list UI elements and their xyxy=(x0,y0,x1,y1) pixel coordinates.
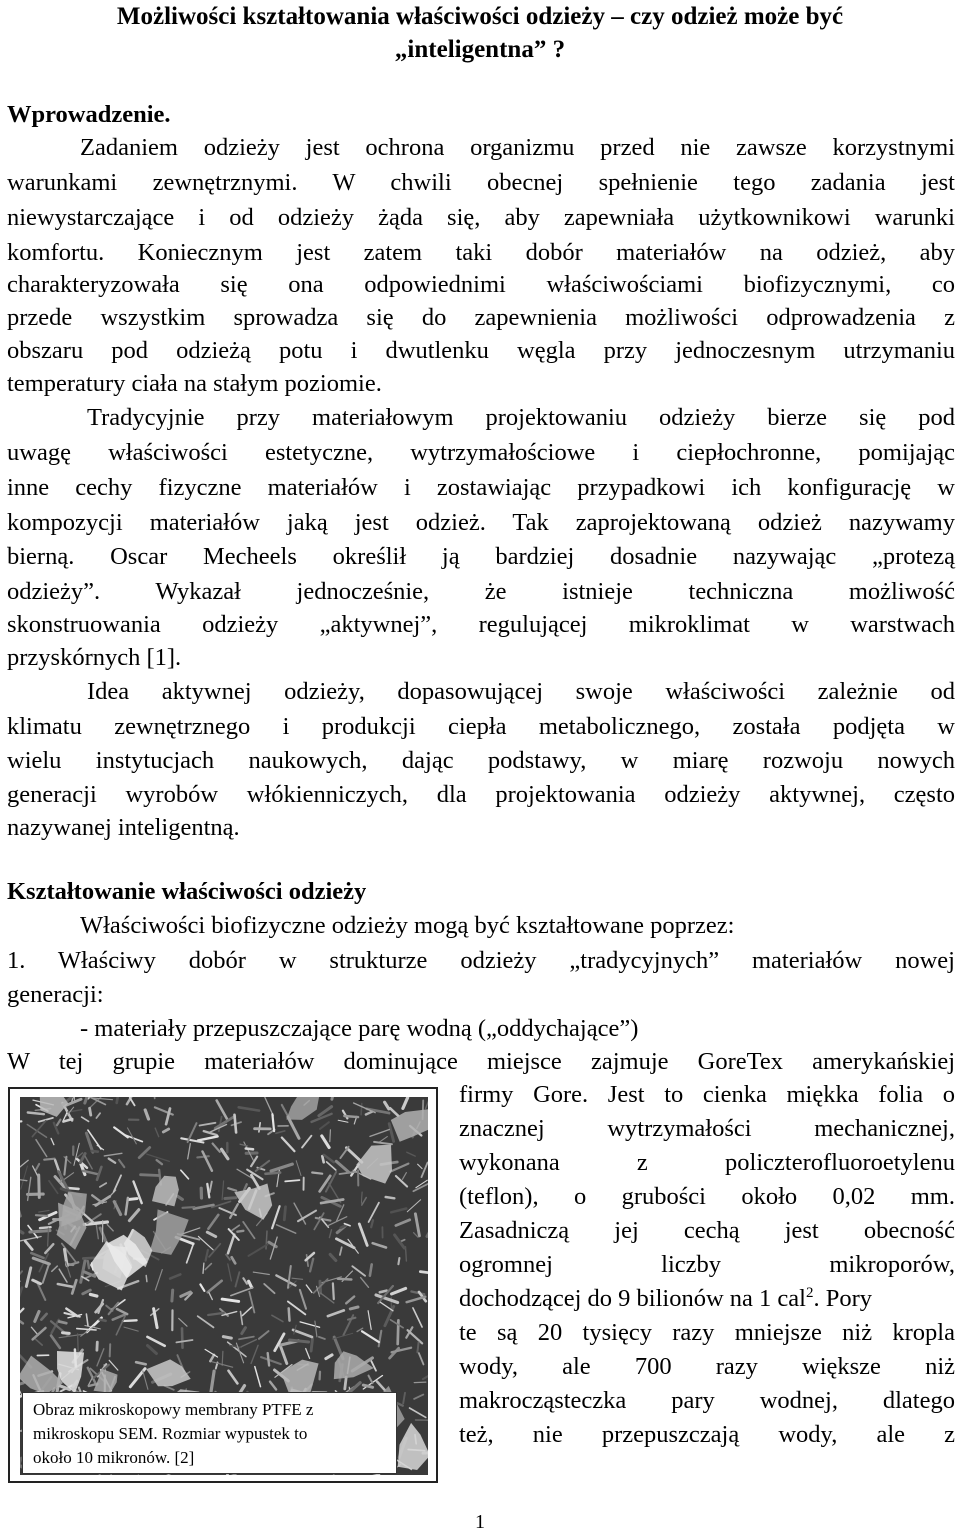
document-title-line-2: „inteligentna” ? xyxy=(394,36,566,63)
document-title-line-1: Możliwości kształtowania właściwości odzieży – czy odzież może być xyxy=(116,3,844,30)
wrap-line: te są 20 tysięcy razy mniejsze niż kropla xyxy=(459,1319,955,1346)
wrap-line-with-superscript xyxy=(459,1284,955,1314)
wrap-line: wykonana z policzterofluoroetylenu xyxy=(459,1149,955,1176)
intro-line: nazywanej inteligentną. xyxy=(7,814,240,841)
intro-line: wielu instytucjach naukowych, dając podstawy, w miarę rozwoju nowych xyxy=(7,747,955,774)
wrap-line: Zasadniczą jej cechą jest obecność xyxy=(459,1217,955,1244)
wrap-line: (teflon), o grubości około 0,02 mm. xyxy=(459,1183,955,1210)
intro-line: niewystarczające i od odzieży żąda się, aby zapewniała użytkownikowi warunki xyxy=(7,204,955,231)
intro-line: Idea aktywnej odzieży, dopasowującej swoje właściwości zależnie od xyxy=(87,678,955,705)
wrap-line: firmy Gore. Jest to cienka miękka folia o xyxy=(459,1081,955,1108)
superscript: 2 xyxy=(805,1284,814,1301)
caption-line: mikroskopu SEM. Rozmiar wypustek to xyxy=(33,1424,308,1443)
intro-line: przede wszystkim sprowadza się do zapewnienia możliwości odprowadzenia z xyxy=(7,304,955,331)
section-line: 1. Właściwy dobór w strukturze odzieży „tradycyjnych” materiałów nowej xyxy=(7,947,955,974)
wrap-line: znacznej wytrzymałości mechanicznej, xyxy=(459,1115,955,1142)
wrap-line: makrocząsteczka pary wodnej, dlatego xyxy=(459,1387,955,1414)
intro-line: generacji wyrobów włókienniczych, dla projektowania odzieży aktywnej, często xyxy=(7,781,955,808)
section-line: W tej grupie materiałów dominujące miejsce zajmuje GoreTex amerykańskiej xyxy=(7,1048,955,1075)
intro-line: przyskórnych [1]. xyxy=(7,644,182,671)
page-number: 1 xyxy=(475,1511,485,1533)
figure-caption xyxy=(22,1392,397,1474)
intro-line: skonstruowania odzieży „aktywnej”, regulującej mikroklimat w warstwach xyxy=(7,611,955,638)
intro-line: komfortu. Koniecznym jest zatem taki dobór materiałów na odzież, aby xyxy=(7,239,955,266)
caption-line: około 10 mikronów. [2] xyxy=(33,1448,195,1467)
intro-line: bierną. Oscar Mecheels określił ją bardziej dosadnie nazywając „protezą xyxy=(7,543,955,570)
wrap-line: ogromnej liczby mikroporów, xyxy=(459,1251,955,1278)
intro-line: temperatury ciała na stałym poziomie. xyxy=(7,370,382,397)
intro-line: klimatu zewnętrznego i produkcji ciepła metabolicznego, została podjęta w xyxy=(7,713,955,740)
section-line: - materiały przepuszczające parę wodną („oddychające”) xyxy=(80,1015,639,1042)
wrap-text: dochodzącej do 9 bilionów na 1 cal xyxy=(459,1285,806,1312)
intro-line: odzieży”. Wykazał jednocześnie, że istnieje techniczna możliwość xyxy=(7,578,955,605)
caption-line: Obraz mikroskopowy membrany PTFE z xyxy=(33,1400,314,1419)
intro-line: warunkami zewnętrznymi. W chwili obecnej spełnienie tego zadania jest xyxy=(7,169,955,196)
section-heading: Kształtowanie właściwości odzieży xyxy=(7,878,367,905)
wrap-text-tail: . Pory xyxy=(813,1285,873,1312)
intro-line: obszaru pod odzieżą potu i dwutlenku węgla przy jednoczesnym utrzymaniu xyxy=(7,337,955,364)
intro-line: uwagę właściwości estetyczne, wytrzymałościowe i ciepłochronne, pomijając xyxy=(7,439,955,466)
intro-line: charakteryzowała się ona odpowiednimi właściwościami biofizycznymi, co xyxy=(7,271,955,298)
intro-line: kompozycji materiałów jaką jest odzież. Tak zaprojektowaną odzież nazywamy xyxy=(7,509,955,536)
intro-line: inne cechy fizyczne materiałów i zostawiając przypadkowi ich konfigurację w xyxy=(7,474,955,501)
intro-line: Tradycyjnie przy materiałowym projektowaniu odzieży bierze się pod xyxy=(87,404,955,431)
intro-heading: Wprowadzenie. xyxy=(7,101,171,128)
wrap-line: wody, ale 700 razy większe niż xyxy=(459,1353,955,1380)
section-line: generacji: xyxy=(7,981,104,1008)
section-line: Właściwości biofizyczne odzieży mogą być kształtowane poprzez: xyxy=(80,912,735,939)
intro-line: Zadaniem odzieży jest ochrona organizmu przed nie zawsze korzystnymi xyxy=(80,134,955,161)
wrap-line: też, nie przepuszczają wody, ale z xyxy=(459,1421,955,1448)
